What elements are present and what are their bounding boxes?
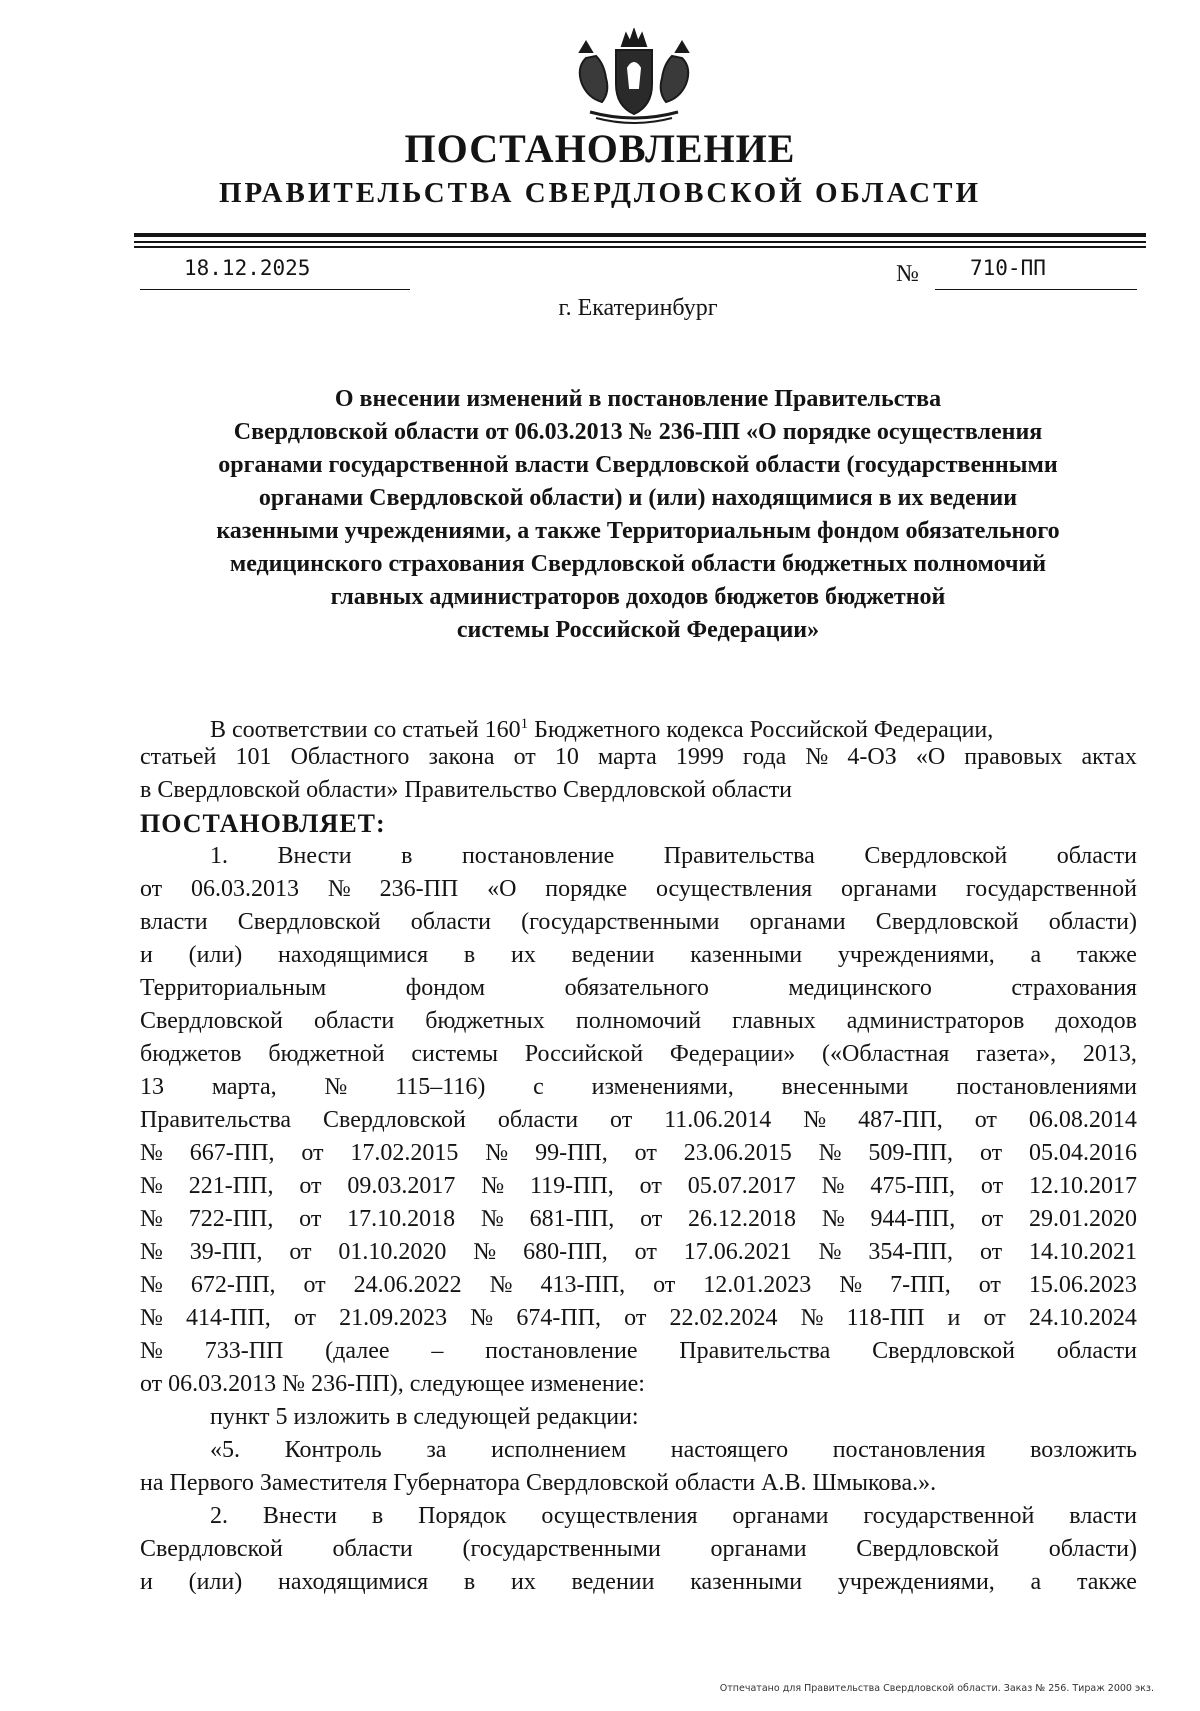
word: № (140, 1206, 163, 1232)
word: полномочий (575, 1008, 702, 1034)
word: также (1076, 1569, 1137, 1595)
word: Правительства (663, 843, 815, 869)
word: власти (140, 909, 208, 935)
word: бюджетной (268, 1041, 385, 1067)
word: № (839, 1272, 863, 1298)
word: (или) (188, 1569, 243, 1595)
title-line: О внесении изменений в постановление Правительства (334, 386, 942, 412)
word: в (463, 942, 476, 968)
word: и (140, 942, 153, 968)
header-divider-thin (134, 241, 1146, 243)
word: Правительства (140, 1107, 292, 1133)
word: 674-ПП, (516, 1305, 601, 1331)
word: области (497, 1107, 579, 1133)
word: 681-ПП, (529, 1206, 615, 1232)
word: с (533, 1074, 544, 1100)
word: актах (1081, 744, 1137, 770)
word: от (640, 1206, 663, 1232)
word: от (979, 1140, 1003, 1166)
paragraph-line (140, 1269, 1137, 1302)
word: их (510, 1569, 536, 1595)
word: Контроль (284, 1437, 382, 1463)
word: казенными (690, 1569, 803, 1595)
word: от (289, 1239, 312, 1265)
word: 115–116) (395, 1074, 486, 1100)
word: Свердловской (856, 1536, 1000, 1562)
paragraph-line (140, 1302, 1137, 1335)
word: от (981, 1206, 1004, 1232)
word: 06.08.2014 (1028, 1107, 1137, 1133)
paragraph-line (140, 873, 1137, 906)
print-imprint: Отпечатано для Правительства Свердловской области. Заказ № 256. Тираж 2000 экз. (719, 1683, 1154, 1694)
word: исполнением (491, 1437, 627, 1463)
word: 99-ПП, (535, 1140, 608, 1166)
title-line: медицинского страхования Свердловской области бюджетных полномочий (229, 551, 1047, 577)
word: 26.12.2018 (688, 1206, 797, 1232)
word: марта, (211, 1074, 277, 1100)
word: Территориальным (140, 975, 327, 1001)
paragraph-line (140, 1500, 1137, 1533)
word: ведении (571, 1569, 655, 1595)
paragraph-line (140, 1203, 1137, 1236)
word: от (634, 1239, 657, 1265)
word: «5. (210, 1437, 240, 1463)
word: администраторов (846, 1008, 1025, 1034)
word: № (800, 1305, 824, 1331)
word: газета», (976, 1041, 1057, 1067)
word: 672-ПП, (190, 1272, 276, 1298)
word: Свердловской (875, 909, 1019, 935)
paragraph-line (140, 1137, 1137, 1170)
header-divider-thin (134, 246, 1146, 248)
word: от (653, 1272, 676, 1298)
word: 944-ПП, (870, 1206, 956, 1232)
word: бюджетов (140, 1041, 242, 1067)
word: от (978, 1272, 1001, 1298)
word: органами (840, 876, 938, 902)
word: 10 (554, 744, 579, 770)
word: (государственными (521, 909, 720, 935)
word: 4-ОЗ (847, 744, 897, 770)
word: от (979, 1239, 1003, 1265)
title-line: Свердловской области от 06.03.2013 № 236-ПП «О порядке осуществления (233, 419, 1043, 445)
preamble-line: в Свердловской области» Правительство Свердловской области (140, 777, 793, 803)
word: «О (487, 876, 517, 902)
word: 12.10.2017 (1028, 1173, 1137, 1199)
word: № (140, 1338, 163, 1364)
document-city: г. Екатеринбург (558, 295, 718, 321)
word: 12.01.2023 (703, 1272, 812, 1298)
paragraph-line: пункт 5 изложить в следующей редакции: (210, 1404, 639, 1430)
word: статьей (140, 744, 217, 770)
paragraph-line: от 06.03.2013 № 236-ПП), следующее изменение: (140, 1371, 645, 1397)
word: 39-ПП, (189, 1239, 263, 1265)
word: от (140, 876, 163, 902)
word: находящимися (277, 1569, 429, 1595)
date-underline (140, 289, 410, 290)
word: за (426, 1437, 447, 1463)
resolves-heading: ПОСТАНОВЛЯЕТ: (140, 809, 386, 838)
word: Правительства (679, 1338, 831, 1364)
word: страхования (1011, 975, 1137, 1001)
word: № (140, 1140, 163, 1166)
paragraph-line (140, 906, 1137, 939)
word: их (510, 942, 536, 968)
word: а (1030, 942, 1042, 968)
word: 1999 (675, 744, 724, 770)
word: осуществления (655, 876, 813, 902)
word: 22.02.2024 (669, 1305, 778, 1331)
word: 05.04.2016 (1029, 1140, 1137, 1166)
paragraph-line (140, 972, 1137, 1005)
word: 101 (235, 744, 272, 770)
paragraph-line (140, 1170, 1137, 1203)
document-subject-title (130, 383, 1146, 647)
word: государственной (863, 1503, 1035, 1529)
word: 23.06.2015 (683, 1140, 792, 1166)
word: внесенными (781, 1074, 909, 1100)
superscript: 1 (520, 716, 529, 732)
word: года (742, 744, 787, 770)
word: медицинского (788, 975, 932, 1001)
word: 680-ПП, (523, 1239, 608, 1265)
title-line: системы Российской Федерации» (456, 617, 820, 643)
word: (далее (325, 1338, 390, 1364)
word: 15.06.2023 (1028, 1272, 1137, 1298)
word: и (140, 1569, 153, 1595)
word: области (313, 1008, 395, 1034)
word: от (299, 1206, 322, 1232)
word: 01.10.2020 (338, 1239, 447, 1265)
word: 667-ПП, (189, 1140, 275, 1166)
paragraph-line (140, 1533, 1137, 1566)
paragraph-line (140, 1335, 1137, 1368)
word: также (1076, 942, 1137, 968)
word: от (634, 1140, 657, 1166)
paragraph-line (140, 1071, 1137, 1104)
word: находящимися (277, 942, 429, 968)
word: 487-ПП, (858, 1107, 943, 1133)
word: органами (710, 1536, 807, 1562)
word: 733-ПП (204, 1338, 284, 1364)
word: учреждениями, (837, 1569, 995, 1595)
word: ведении (571, 942, 655, 968)
word: 509-ПП, (868, 1140, 954, 1166)
word: 17.10.2018 (347, 1206, 456, 1232)
word: Порядок (418, 1503, 507, 1529)
paragraph-line (140, 1566, 1137, 1599)
document-date: 18.12.2025 (184, 256, 311, 280)
word: Свердловской (872, 1338, 1015, 1364)
word: области (1056, 843, 1137, 869)
word: 722-ПП, (188, 1206, 274, 1232)
word: возложить (1030, 1437, 1137, 1463)
paragraph-line (140, 1104, 1137, 1137)
word: от (639, 1173, 662, 1199)
word: («Областная (822, 1041, 950, 1067)
word: 2013, (1082, 1041, 1137, 1067)
word: области) (1048, 1536, 1137, 1562)
word: Свердловской (237, 909, 381, 935)
word: от (301, 1140, 324, 1166)
word: Свердловской (864, 843, 1008, 869)
number-underline (935, 289, 1137, 290)
word: области) (1048, 909, 1137, 935)
paragraph-line (140, 840, 1137, 873)
word: постановлениями (956, 1074, 1137, 1100)
coat-of-arms-icon (566, 28, 702, 126)
word: постановление (485, 1338, 638, 1364)
word: Свердловской (323, 1107, 466, 1133)
word: № (821, 1173, 845, 1199)
word: 17.06.2021 (683, 1239, 792, 1265)
word: 14.10.2021 (1029, 1239, 1137, 1265)
word: в (401, 843, 413, 869)
word: Федерации» (669, 1041, 796, 1067)
word: № (803, 1107, 827, 1133)
word: 118-ПП (846, 1305, 925, 1331)
word: Свердловской (140, 1536, 283, 1562)
word: № (324, 1074, 348, 1100)
word: правовых (964, 744, 1063, 770)
word: Свердловской (140, 1008, 283, 1034)
preamble-line (140, 741, 1137, 774)
word: № (485, 1140, 509, 1166)
word: № (805, 744, 829, 770)
quote-line (140, 1434, 1137, 1467)
word: № (470, 1305, 494, 1331)
word: а (1030, 1569, 1042, 1595)
word: от (610, 1107, 633, 1133)
word: 414-ПП, (186, 1305, 271, 1331)
word: от (299, 1173, 322, 1199)
word: главных (732, 1008, 816, 1034)
word: от (974, 1107, 997, 1133)
word: 236-ПП (379, 876, 459, 902)
word: Областного (290, 744, 410, 770)
word: № (818, 1140, 842, 1166)
word: № (473, 1239, 497, 1265)
preamble-text: В соответствии со статьей 160 (210, 717, 521, 743)
word: обязательного (564, 975, 709, 1001)
word: Российской (524, 1041, 644, 1067)
word: марта (597, 744, 657, 770)
word: учреждениями, (837, 942, 995, 968)
quote-line: на Первого Заместителя Губернатора Свердловской области А.В. Шмыкова.». (140, 1470, 937, 1496)
word: изменениями, (591, 1074, 734, 1100)
word: порядке (545, 876, 628, 902)
word: 24.06.2022 (353, 1272, 462, 1298)
word: «О (915, 744, 946, 770)
word: от (293, 1305, 317, 1331)
word: 17.02.2015 (350, 1140, 459, 1166)
word: № (480, 1206, 504, 1232)
title-line: главных администраторов доходов бюджетов бюджетной (330, 584, 946, 610)
word: в (371, 1503, 384, 1529)
word: органами (732, 1503, 829, 1529)
word: от (983, 1305, 1006, 1331)
word: от (303, 1272, 326, 1298)
word: области (332, 1536, 413, 1562)
word: (государственными (462, 1536, 661, 1562)
paragraph-line (140, 939, 1137, 972)
document-number: 710-ПП (970, 256, 1046, 280)
paragraph-line (140, 1236, 1137, 1269)
word: фондом (405, 975, 486, 1001)
word: системы (411, 1041, 498, 1067)
title-line: казенными учреждениями, а также Территориальным фондом обязательного (216, 518, 1060, 544)
title-line: органами Свердловской области) и (или) находящимися в их ведении (258, 485, 1018, 511)
preamble-line (140, 708, 1137, 741)
word: государственной (965, 876, 1137, 902)
word: 06.03.2013 (191, 876, 300, 902)
word: 7-ПП, (890, 1272, 951, 1298)
word: власти (1069, 1503, 1137, 1529)
word: от (624, 1305, 647, 1331)
issuer-title: ПРАВИТЕЛЬСТВА СВЕРДЛОВСКОЙ ОБЛАСТИ (218, 177, 982, 209)
word: постановления (832, 1437, 986, 1463)
word: 475-ПП, (870, 1173, 956, 1199)
word: № (140, 1305, 163, 1331)
word: № (140, 1239, 163, 1265)
word: в (463, 1569, 476, 1595)
word: № (327, 876, 351, 902)
word: от (980, 1173, 1004, 1199)
word: 119-ПП, (530, 1173, 614, 1199)
word: осуществления (541, 1503, 698, 1529)
document-body (140, 708, 1137, 1599)
word: 24.10.2024 (1028, 1305, 1137, 1331)
word: области (410, 909, 491, 935)
word: 05.07.2017 (687, 1173, 796, 1199)
number-sign: № (896, 261, 919, 287)
word: области (1056, 1338, 1137, 1364)
word: настоящего (670, 1437, 789, 1463)
word: бюджетных (425, 1008, 545, 1034)
word: 1. (210, 843, 228, 869)
word: казенными (690, 942, 803, 968)
word: 21.09.2023 (339, 1305, 448, 1331)
word: № (818, 1239, 842, 1265)
word: и (947, 1305, 961, 1331)
word: – (431, 1338, 444, 1364)
word: Внести (277, 843, 352, 869)
word: № (140, 1173, 163, 1199)
word: 09.03.2017 (347, 1173, 456, 1199)
word: № (140, 1272, 163, 1298)
word: 29.01.2020 (1028, 1206, 1137, 1232)
document-type-title: ПОСТАНОВЛЕНИЕ (404, 126, 796, 171)
header-divider-thick (134, 233, 1146, 237)
word: (или) (188, 942, 243, 968)
title-line: органами государственной власти Свердловской области (государственными (218, 452, 1058, 478)
preamble-text: Бюджетного кодекса Российской Федерации, (528, 717, 994, 743)
word: 11.06.2014 (664, 1107, 772, 1133)
word: 354-ПП, (868, 1239, 954, 1265)
word: органами (749, 909, 846, 935)
paragraph-line (140, 1005, 1137, 1038)
word: № (489, 1272, 513, 1298)
word: 13 (140, 1074, 164, 1100)
word: от (513, 744, 536, 770)
word: Внести (262, 1503, 337, 1529)
word: постановление (461, 843, 615, 869)
word: закона (428, 744, 495, 770)
word: 413-ПП, (540, 1272, 626, 1298)
word: № (821, 1206, 845, 1232)
word: 2. (210, 1503, 228, 1529)
word: № (481, 1173, 505, 1199)
word: 221-ПП, (188, 1173, 274, 1199)
paragraph-line (140, 1038, 1137, 1071)
word: доходов (1055, 1008, 1137, 1034)
